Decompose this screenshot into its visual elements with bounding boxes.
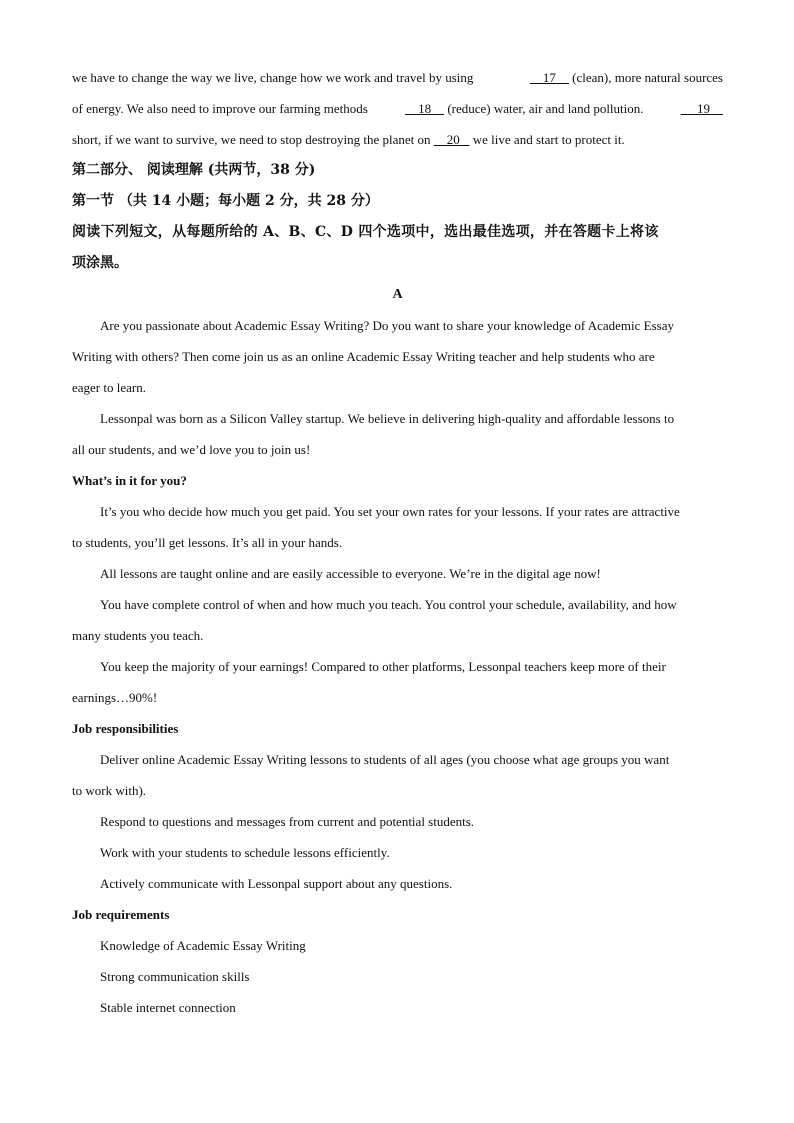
paragraph-line: earnings…90%! [72, 690, 158, 705]
paragraph-line: All lessons are taught online and are easily accessible to everyone. We’re in the digital age now! [100, 566, 601, 581]
passage-label: A [392, 287, 403, 302]
cloze-line-3 [72, 124, 723, 155]
paragraph-line: Stable internet connection [100, 1000, 236, 1015]
instruction-line-2: 项涂黑。 [72, 255, 128, 271]
paragraph-line: Actively communicate with Lessonpal support about any questions. [100, 876, 453, 891]
paragraph-line: many students you teach. [72, 628, 204, 643]
section-heading: Job requirements [72, 907, 170, 922]
paragraph-line: to work with). [72, 783, 147, 798]
blank-17: 17 [542, 70, 556, 85]
cloze-text: we have to change the way we live, change how we work and travel by using [72, 70, 474, 85]
cloze-text: of energy. We also need to improve our farming methods [72, 101, 368, 116]
blank-20: 20 [446, 132, 460, 147]
paragraph-line: You have complete control of when and how much you teach. You control your schedule, availability, and how [100, 597, 677, 612]
paragraph-line: Knowledge of Academic Essay Writing [100, 938, 306, 953]
cloze-line-2 [72, 93, 723, 124]
paragraph-line: You keep the majority of your earnings! Compared to other platforms, Lessonpal teachers keep more of their [100, 659, 666, 674]
paragraph-line: all our students, and we’d love you to join us! [72, 442, 311, 457]
cloze-text: (clean), more natural sources [572, 70, 723, 85]
paragraph-line: Strong communication skills [100, 969, 250, 984]
cloze-line-1 [72, 62, 723, 93]
section-heading: Job responsibilities [72, 721, 179, 736]
paragraph-line: Deliver online Academic Essay Writing lessons to students of all ages (you choose what age groups you want [100, 752, 670, 767]
cloze-text: (reduce) water, air and land pollution. [447, 101, 644, 116]
paragraph-line: Are you passionate about Academic Essay Writing? Do you want to share your knowledge of Academic Essay [100, 318, 674, 333]
paragraph-line: eager to learn. [72, 380, 146, 395]
paragraph-line: to students, you’ll get lessons. It’s all in your hands. [72, 535, 343, 550]
cloze-text: short, if we want to survive, we need to stop destroying the planet on [72, 132, 431, 147]
cloze-text: we live and start to protect it. [472, 132, 625, 147]
paragraph-line: Writing with others? Then come join us as an online Academic Essay Writing teacher and help students who are [72, 349, 655, 364]
blank-18: 18 [418, 101, 432, 116]
section-heading: What’s in it for you? [72, 473, 187, 488]
blank-19: 19 [697, 101, 710, 116]
subsection-title: 第一节 （共 14 小题；每小题 2 分，共 28 分） [72, 193, 379, 209]
instruction-line-1: 阅读下列短文，从每题所给的 A、B、C、D 四个选项中，选出最佳选项，并在答题卡上将该 [72, 224, 659, 240]
paragraph-line: Work with your students to schedule lessons efficiently. [100, 845, 390, 860]
paragraph-line: Lessonpal was born as a Silicon Valley startup. We believe in delivering high-quality and affordable lessons to [100, 411, 675, 426]
document-page [72, 62, 723, 1023]
part-title: 第二部分、 阅读理解 (共两节，38 分) [72, 162, 316, 178]
paragraph-line: It’s you who decide how much you get paid. You set your own rates for your lessons. If your rates are attractive [100, 504, 680, 519]
paragraph-line: Respond to questions and messages from current and potential students. [100, 814, 475, 829]
